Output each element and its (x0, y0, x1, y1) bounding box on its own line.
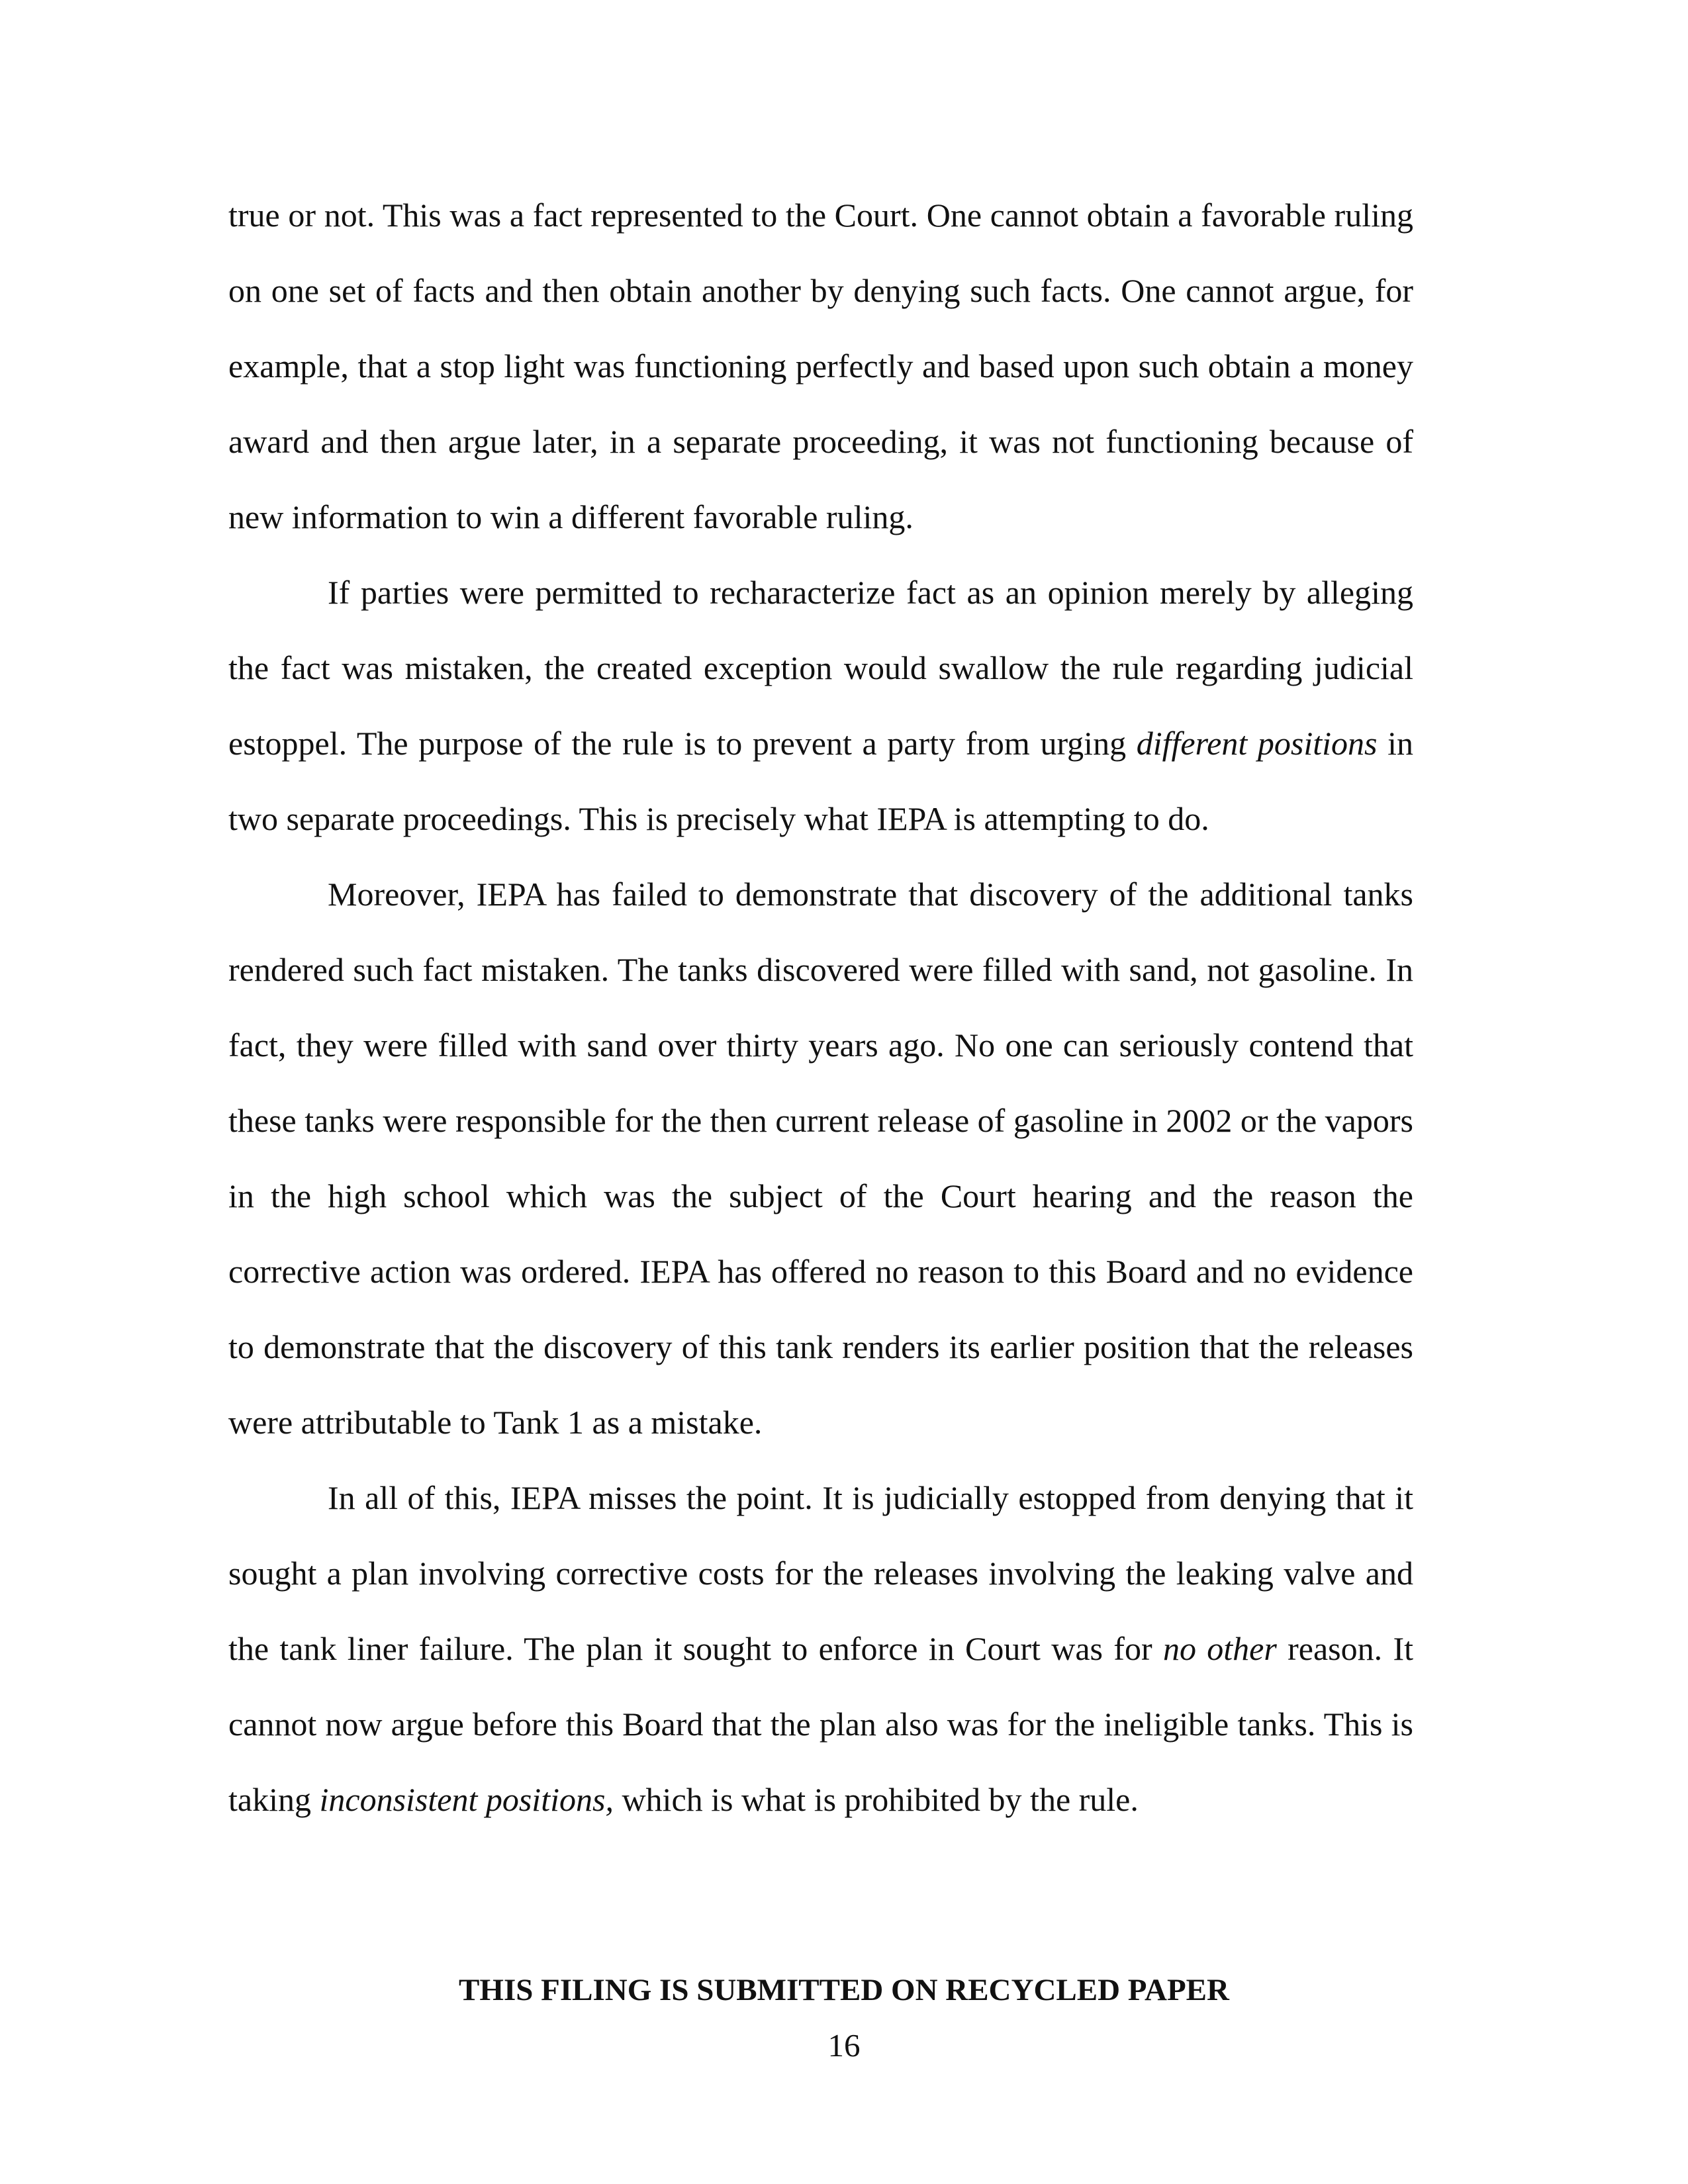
paragraph-1 (228, 177, 1413, 555)
text-run: In all of this, IEPA misses the point. It is judicially estopped from denying that it sought a plan involving corrective costs for the releases involving the leaking valve and the tank liner failure. The plan it sought to enforce in Court was for (228, 1479, 1413, 1667)
italic-run: no other (1162, 1630, 1277, 1667)
recycled-paper-notice: THIS FILING IS SUBMITTED ON RECYCLED PAPER (459, 1973, 1229, 2007)
text-run: If parties were permitted to recharacterize fact as an opinion merely by alleging the fact was mistaken, the created exception would swallow the rule regarding judicial estoppel. The purpose of the rule is to prevent a party from urging (228, 574, 1413, 762)
body-text (228, 177, 1413, 1837)
text-run: true or not. This was a fact represented to the Court. One cannot obtain a favorable ruling on one set of facts and then obtain another by denying such facts. One cannot argue, for example, that a stop light was functioning perfectly and based upon such obtain a money award and then argue later, in a separate proceeding, it was not functioning because of new information to win a different favorable ruling. (228, 197, 1413, 535)
text-run: Moreover, IEPA has failed to demonstrate that discovery of the additional tanks rendered such fact mistaken. The tanks discovered were filled with sand, not gasoline. In fact, they were filled with sand over thirty years ago. No one can seriously contend that these tanks were responsible for the then current release of gasoline in 2002 or the vapors in the high school which was the subject of the Court hearing and the reason the corrective action was ordered. IEPA has offered no reason to this Board and no evidence to demonstrate that the discovery of this tank renders its earlier position that the releases were attributable to Tank 1 as a mistake. (228, 876, 1413, 1441)
page-number: 16 (827, 2027, 861, 2064)
paragraph-2 (228, 555, 1413, 856)
text-run: which is what is prohibited by the rule. (613, 1781, 1139, 1818)
text-run: reason. It cannot now argue before this Board that the plan also was for the ineligible tanks. This is taking (228, 1630, 1413, 1818)
italic-run: different positions (1136, 725, 1378, 762)
paragraph-4 (228, 1460, 1413, 1837)
italic-run: inconsistent positions, (319, 1781, 614, 1818)
text-run: in two separate proceedings. This is precisely what IEPA is attempting to do. (228, 725, 1413, 837)
paragraph-3 (228, 856, 1413, 1460)
